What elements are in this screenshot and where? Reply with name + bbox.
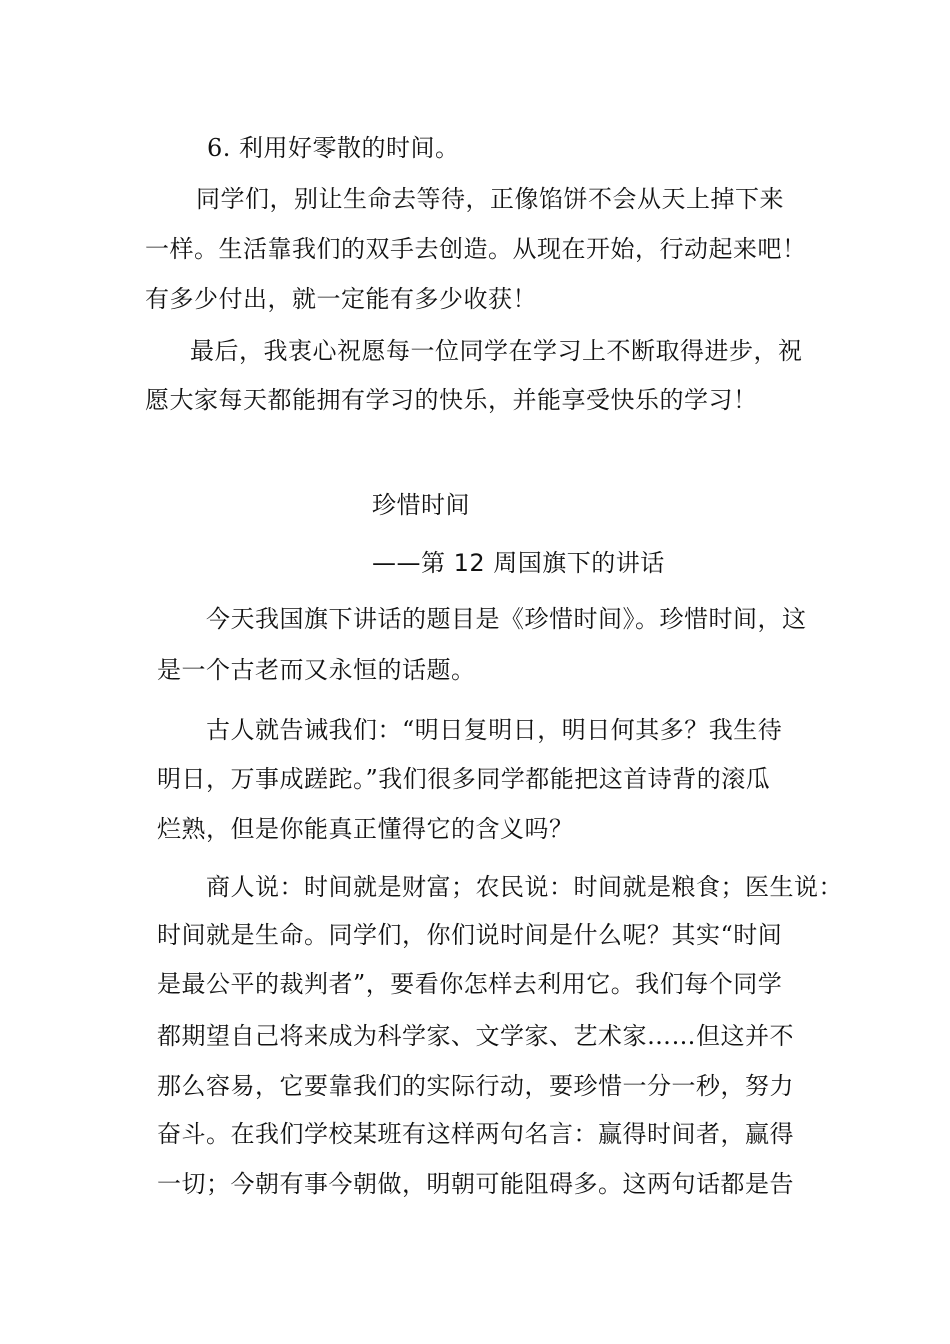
paragraph-line: 最后，我衷心祝愿每一位同学在学习上不断取得进步，祝 [190,337,803,365]
paragraph-line: 愿大家每天都能拥有学习的快乐，并能享受快乐的学习！ [145,386,758,414]
paragraph-line: 一切；今朝有事今朝做，明朝可能阻碍多。这两句话都是告 [157,1170,794,1198]
paragraph-line: 明日，万事成蹉跎。”我们很多同学都能把这首诗背的滚瓜 [157,765,771,793]
paragraph-line: 商人说：时间就是财富；农民说：时间就是粮食；医生说： [206,873,843,901]
paragraph-line: 都期望自己将来成为科学家、文学家、艺术家……但这并不 [157,1022,794,1050]
paragraph-line: 有多少付出，就一定能有多少收获！ [145,285,537,313]
paragraph-line: 奋斗。在我们学校某班有这样两句名言：赢得时间者，赢得 [157,1120,794,1148]
list-item-6: 6. 利用好零散的时间。 [207,134,460,162]
paragraph-line: 是最公平的裁判者”，要看你怎样去利用它。我们每个同学 [157,970,783,998]
paragraph-line: 那么容易，它要靠我们的实际行动，要珍惜一分一秒，努力 [157,1072,794,1100]
paragraph-line: 烂熟，但是你能真正懂得它的含义吗？ [157,815,574,843]
paragraph-line: 是一个古老而又永恒的话题。 [157,656,476,684]
paragraph-line: 同学们，别让生命去等待，正像馅饼不会从天上掉下来 [196,185,784,213]
paragraph-line: 今天我国旗下讲话的题目是《珍惜时间》。珍惜时间，这 [206,605,807,633]
paragraph-line: 时间就是生命。同学们，你们说时间是什么呢？其实“时间 [157,921,783,949]
paragraph-line: 一样。生活靠我们的双手去创造。从现在开始，行动起来吧！ [145,235,807,263]
paragraph-line: 古人就告诫我们：“明日复明日，明日何其多？我生待 [206,716,783,744]
speech-subtitle: ——第 12 周国旗下的讲话 [372,549,665,577]
speech-title: 珍惜时间 [372,491,470,519]
